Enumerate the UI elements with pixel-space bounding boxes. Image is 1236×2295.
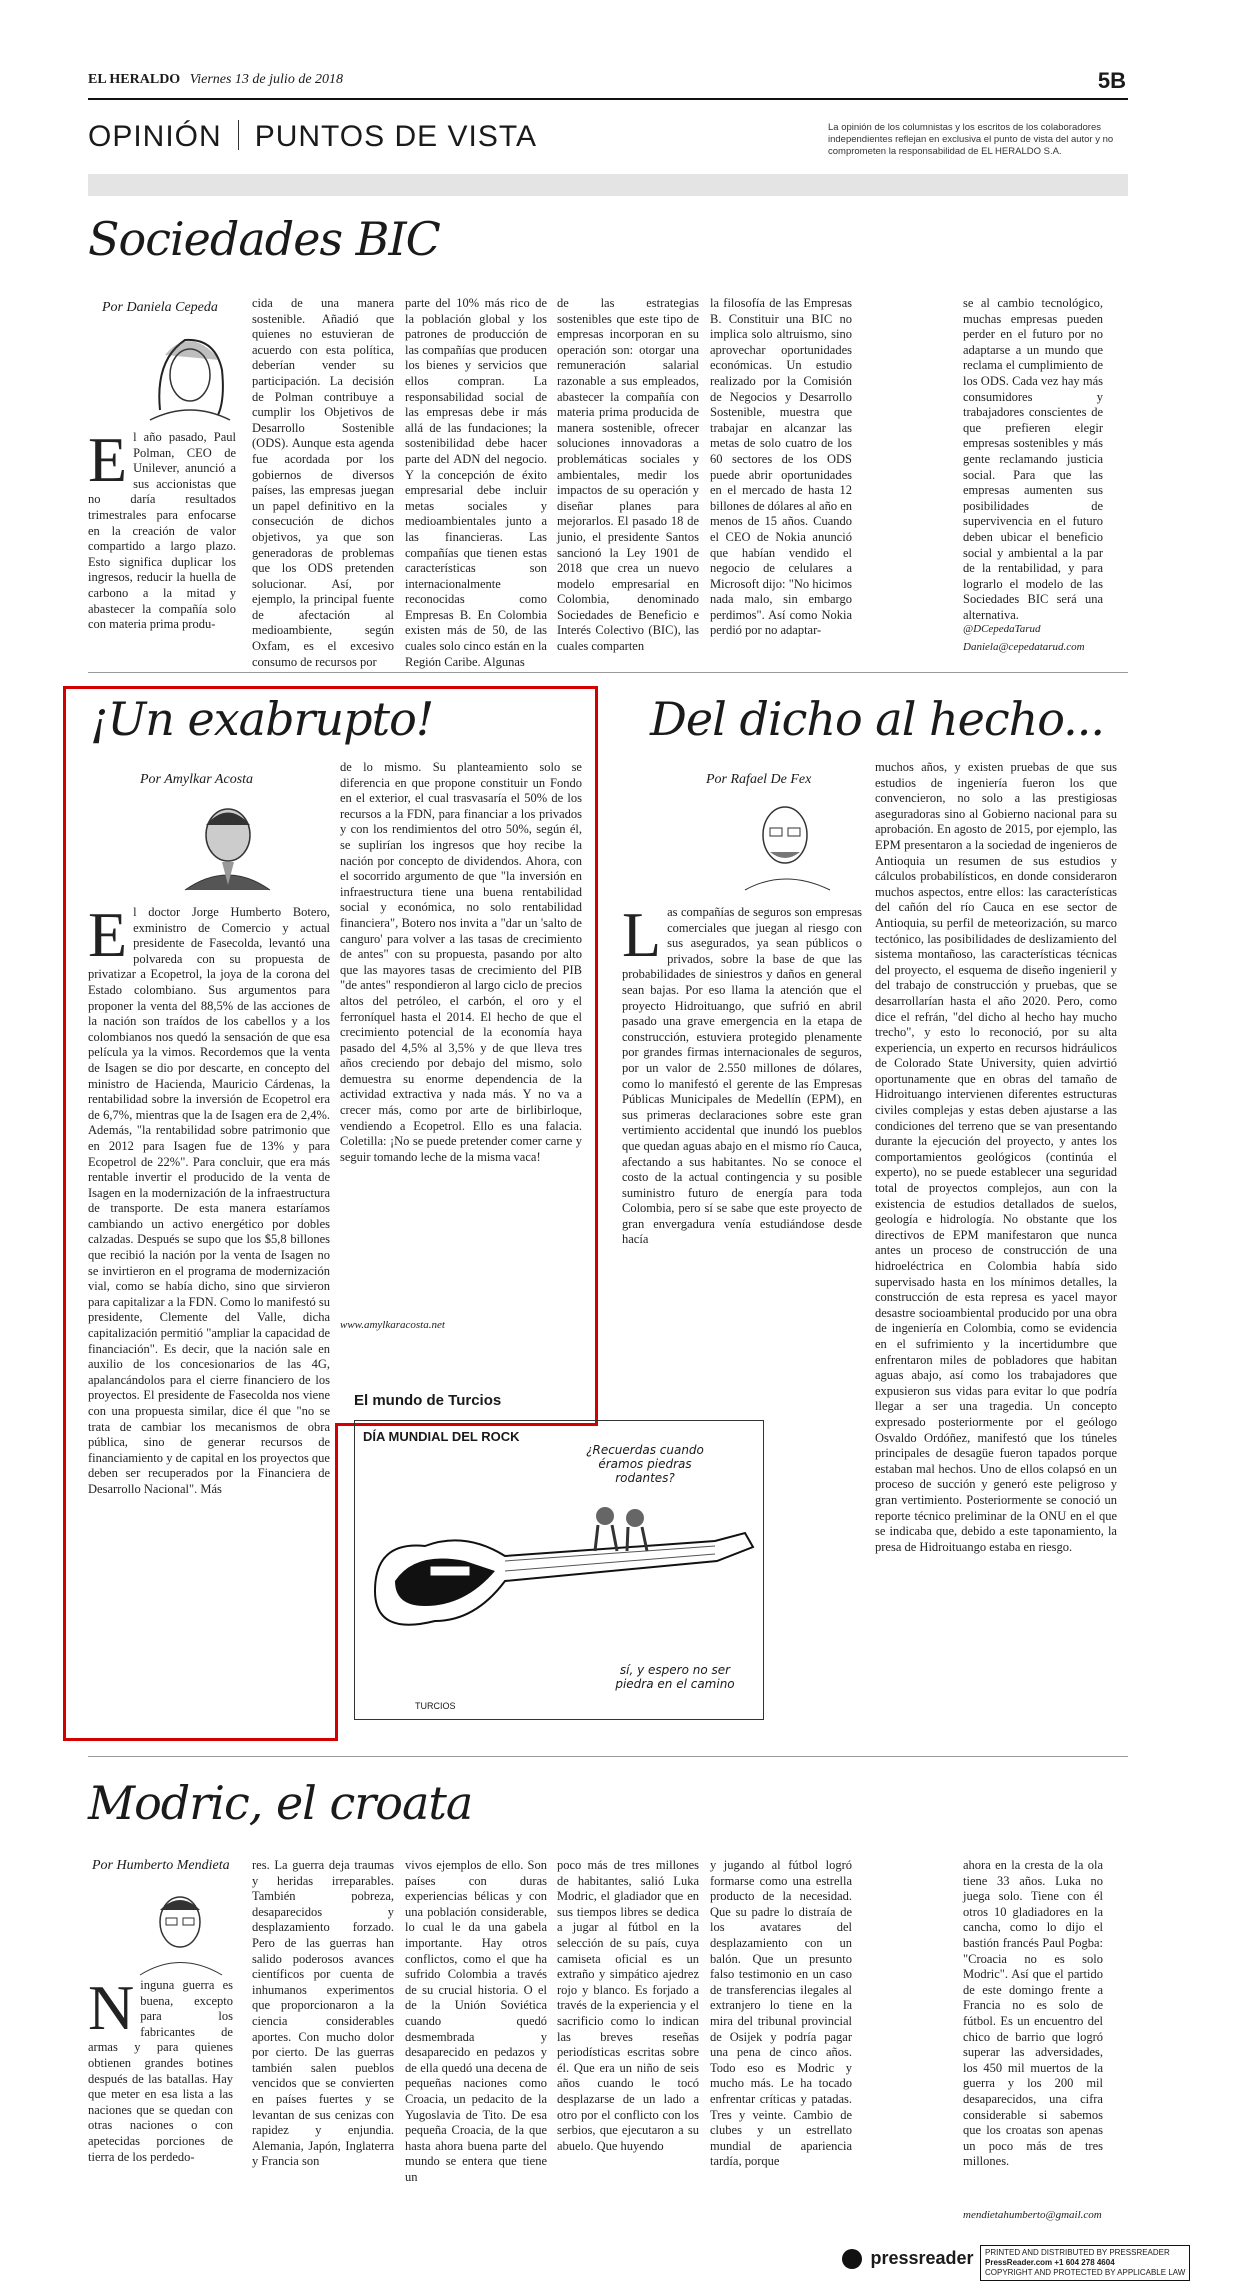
article1-col4: de las estrategias sostenibles que este tipo de empresas incorporan en su operación son: otorgar una remuneración salarial razonable a sus empleados, abastecer la compañía con materia prima producida de manera sostenible, ofrecer soluciones innovadoras a problemáticas sociales y ambientales, medir los impactos de su operación y diseñar planes para mejorarlos. El pasado 18 de junio, el presidente Santos sancionó la Ley 1901 de 2018 que crea un nuevo modelo empresarial en Colombia, denominado Sociedades de Beneficio e Interés Colectivo (BIC), las cuales comparten <box>557 296 699 654</box>
notice-line2: PressReader.com +1 604 278 4604 <box>985 2258 1115 2267</box>
article1-col2: cida de una manera sostenible. Añadió que quienes no estuvieran de acuerdo con esta política, deberían vender su participación. La decisión de Polman contribuye a cumplir los Objetivos de Desarrollo Sostenible (ODS). Aunque esta agenda fue acordada por los gobiernos de diversos países, las empresas juegan un papel definitivo en la consecución de dichos objetivos, ya que son generadoras de problemas que los ODS pretenden solucionar. Así, por ejemplo, la principal fuente de afectación al medioambiente, según Oxfam, es el excesivo consumo de recursos por <box>252 296 394 669</box>
article3-col1 <box>622 899 862 1375</box>
dropcap-e: E <box>88 424 128 495</box>
article1-text-col1: l año pasado, Paul Polman, CEO de Unilever, anunció a sus accionistas que no daría resultados trimestrales para enfocarse en la creación de valor compartido a largo plazo. Esto significa duplicar los ingresos, reducir la huella de carbono a la mitad y abastecer la compañía solo con materia prima produ- <box>88 430 236 632</box>
headline-del-dicho: Del dicho al hecho... <box>650 692 1105 746</box>
article2-col2: de lo mismo. Su planteamiento solo se diferencia en que propone constituir un Fondo en el exterior, el cual trasvasaría el 50% de los recursos a la FDN, para financiar a los privados y con los rendimientos del otro 50%, según él, se suplirían los ingresos que hoy recibe la nación por concepto de dividendos. Ahora, con el socorrido argumento de que "la inversión en infraestructura tiene una buena rentabilidad social y económica, no solo rentabilidad financiera", Botero nos invita a "dar un 'salto de canguro' para volver a las tasas de crecimiento de antes" con su propuesta, pasando por alto que las mayores tasas de crecimiento del PIB "de antes" respondieron al largo ciclo de precios altos del petróleo, el carbón, el oro y el ferroníquel hasta el 2014. El hecho de que el crecimiento potencial de la economía haya pasado del 4,5% al 3,5% y de que lleva tres años creciendo por debajo del mismo, solo demuestra su enorme dependencia de la actividad extractiva y nada más. Y no va a crecer más, como por arte de birlibirloque, vendiendo a Ecopetrol. Ello es una falacia. Coletilla: ¡No se puede pretender comer carne y seguir tomando leche de la misma vaca! <box>340 760 582 1164</box>
speech-bubble-1: ¿Recuerdas cuando éramos piedras rodantes? <box>586 1443 704 1485</box>
author-portrait-acosta <box>170 790 280 890</box>
article4-col1 <box>88 1972 233 2223</box>
article4-col2: res. La guerra deja traumas y heridas irreparables. También pobreza, desaparecidos y desplazamiento forzado. Pero de las guerras han salido poderosos avances científicos por cuenta de inhumanos experimentos que proporcionaron a la ciencia considerables aportes. Con mucho dolor por cierto. De las guerras también salen pueblos vencidos que se convierten en países fuertes y se levantan de sus cenizas con rapidez y enjundia. Alemania, Japón, Inglaterra y Francia son <box>252 1858 394 2169</box>
byline-mendieta: Por Humberto Mendieta <box>92 1858 230 1873</box>
article4-col6: ahora en la cresta de la ola tiene 33 años. Luka no juega solo. Tiene con él otros 10 gladiadores en la cancha, como lo dijo el bastión francés Paul Pogba: "Croacia no es solo Modric". Así que el partido de este domingo frente a Francia no es solo de fútbol. Es un encuentro del chico de barrio que logró superar las adversidades, los 450 mil muertos de la guerra y los 200 mil desaparecidos, una cifra considerable si sabemos que los croatas son apenas un poco más de tres millones. <box>963 1858 1103 2169</box>
byline-cepeda: Por Daniela Cepeda <box>102 300 218 315</box>
article1-col1 <box>88 424 236 655</box>
article3-col2: muchos años, y existen pruebas de que sus estudios de ingeniería fueron los que convencieron, no solo a las prestigiosas aseguradoras sino al Gobierno nacional para su aprobación. En agosto de 2015, por ejemplo, las EPM presentaron a la sociedad de ingenieros de Antioquia un resumen de sus estudios y cálculos probabilísticos, en donde consideraron muchos aspectos, entre ellos: las características del cañón del río Cauca en ese sector de Antioquia, su perfil de meteorización, su marco tectónico, las posibilidades de deslizamiento del sistema montañoso, las características técnicas del proyecto, el esquema de diseño ingenieril y del trabajo de construcción y pruebas, que se desarrollarían hasta el año 2020. Pero, como dice el refrán, "del dicho al hecho hay mucho trecho", y esto lo reconoció, por su alta experiencia, un experto en recursos hidráulicos de Colorado State University, quien advirtió oportunamente que en obras del tamaño de Hidroituango intervienen diferentes estructuras civiles complejas y estas deben ajustarse a las condiciones del terreno que se van presentando durante la ejecución del proyecto, y antes los comportamientos geológicos (continúa el experto), no se puede establecer una seguridad total de proyectos complejos, aun con la existencia de estudios detallados de suelos, geología e hidrología. No obstante que los directivos de EPM manifestaron que nunca antes un proceso de construcción de una hidroeléctrica en Colombia había sido supervisado hasta en los mínimos detalles, la construcción de esta represa es yacel mayor desastre socioambiental producido por una obra de ingeniería en Colombia, como se evidencia en el sufrimiento y la incertidumbre que enfrentaron miles de pobladores que habitan aguas abajo, así como los trabajadores que expusieron sus vidas para evitar lo que podría llegar a ser una tragedia. Un concepto expresado posteriormente por el geólogo Osvaldo Ordóñez, manifestó que los túneles principales de desagüe fueron tapados porque estaban mal hechos. Uno de ellos colapsó en un proceso de succión y generó este peligroso y gran vertimiento. Posteriormente se conoció un reporte técnico preliminar de la ONU en el que se indicaba que, debido a este taponamiento, la presa de Hidroituango estaba en riesgo. <box>875 760 1117 1554</box>
article2-text-col1: l doctor Jorge Humberto Botero, exministro de Comercio y actual presidente de Fasecolda, levantó una polvareda con su propuesta de privatizar a Ecopetrol, la joya de la corona del Estado colombiano. Sus argumentos para proponer la venta del 88,5% de las acciones de la nación son traídos de los cabellos y a los colombianos nos quedó la sensación de que esa película ya la vimos. Recordemos que la venta de Isagen se dio por descarte, en concepto del ministro de Hacienda, Mauricio Cárdenas, la rentabilidad sobre la inversión de Ecopetrol era de 6,7%, mientras que la de Isagen era de 2,4%. Además, "la rentabilidad sobre patrimonio que en 2012 para Isagen fue de 13% y para Ecopetrol de 22%". Para concluir, que era más rentable invertir el producido de la venta de Isagen en la modernización de la infraestructura de transporte. De esta manera estaríamos cambiando un activo energético por dobles calzadas. Después se supo que los $5,8 billones que recibió la nación por la venta de Isagen no se invirtieron en el programa de modernización vial, como se había dicho, sino que sirvieron para capitalizar a la FDN. Como lo manifestó su presidente, Clemente del Valle, dicha capitalización permitió "ampliar la capacidad de financiación". Es decir, que la nación sale en auxilio de los concesionarios de las 4G, apalancándolos para el cierre financiero de los proyectos. El presidente de Fasecolda nos viene con una propuesta similar, dice él que "no se trata de cambiar los mecanismos de obra pública, sino de generar recursos de financiamiento y de capital en los proyectos que deben ser recuperados por la Financiera de Desarrollo Nacional". Más <box>88 905 330 1496</box>
headline-exabrupto: ¡Un exabrupto! <box>90 692 434 746</box>
paper-name: EL HERALDO <box>88 72 181 87</box>
cartoon-section-title: El mundo de Turcios <box>354 1392 502 1409</box>
pressreader-logo-icon <box>842 2249 862 2269</box>
article4-col5: y jugando al fútbol logró formarse como una estrella producto de la necesidad. Que su padre lo distraía de los avatares del desplazamiento con un balón. Que un presunto falso testimonio en un caso de transferencias ilegales al extranjero lo tiene en la mira del tribunal provincial de Osijek y podría pagar una pena de cinco años. Todo eso es Modric y mucho más. Le ha tocado enfrentar críticas y patadas. Tres y veinte. Cambio de clubes y un estrellato mundial de apariencia tardía, porque <box>710 1858 852 2169</box>
disclaimer: La opinión de los columnistas y los escritos de los colaboradores independientes reflejan en exclusiva el punto de vista del autor y no comprometen la responsabilidad de EL HERALDO S.A. <box>828 122 1114 157</box>
article4-col4: poco más de tres millones de habitantes, salió Luka Modric, el gladiador que en sus tiempos libres se dedica a jugar al fútbol en la selección de su país, cuya camiseta oficial es un extraño y simpático ajedrez rojo y blanco. Es forjado a través de la experiencia y el sacrificio como lo indican las breves reseñas periodísticas escritas sobre él. Que era un niño de seis años cuando le tocó desplazarse de un lado a otro por el conflicto con los serbios, que ejecutaron a su abuelo. Que huyendo <box>557 1858 699 2153</box>
top-rule <box>88 98 1128 100</box>
cartoon-title: DÍA MUNDIAL DEL ROCK <box>363 1429 520 1444</box>
article1-col5: la filosofía de las Empresas B. Constituir una BIC no implica solo altruismo, sino aprovechar oportunidades económicas. Un estudio realizado por la Comisión de Negocios y Desarrollo Sostenible, muestra que trabajar en alcanzar las metas de solo cuatro de los 60 sectores de los ODS puede abrir oportunidades en el mercado de hasta 12 billones de dólares al año en menos de 15 años. Cuando el CEO de Nokia anunció que habían vendido el negocio de celulares a Microsoft dijo: "No hicimos nada malo, sin embargo perdimos". Así como Nokia perdió por no adaptar- <box>710 296 852 638</box>
author-portrait-cepeda <box>130 320 240 420</box>
speech-bubble-2: sí, y espero no ser piedra en el camino <box>615 1663 735 1691</box>
issue-date: Viernes 13 de julio de 2018 <box>189 72 344 87</box>
headline-sociedades-bic: Sociedades BIC <box>88 212 440 266</box>
page-number: 5B <box>1097 68 1126 93</box>
pressreader-brand: pressreader <box>870 2248 974 2268</box>
dropcap-e2: E <box>88 899 128 970</box>
email-cepeda: Daniela@cepedatarud.com <box>963 641 1085 653</box>
article2-col1 <box>88 899 330 1735</box>
masthead <box>88 72 343 88</box>
article1-col3: parte del 10% más rico de la población global y los patrones de producción de las compañías que producen los bienes y servicios que ellos compran. La responsabilidad social de las empresas debe ir más allá de las fundaciones; la sostenibilidad debe hacer parte del ADN del negocio. Y la concepción de éxito empresarial debe incluir metas sociales y medioambientales junto a las financieras. Las compañías que tienen estas características son internacionalmente reconocidas como Empresas B. En Colombia existen más de 50, de las cuales solo cinco están en la Región Caribe. Algunas <box>405 296 547 669</box>
cartoon-panel <box>354 1420 764 1720</box>
dropcap-n: N <box>88 1972 135 2043</box>
divider-1 <box>88 672 1128 673</box>
twitter-handle: @DCepedaTarud <box>963 623 1041 635</box>
author-portrait-de-fex <box>730 790 840 890</box>
article3-text-col1: as compañías de seguros son empresas comerciales que juegan al riesgo con sus asegurados, ya sean públicos o privados, sobre la base de que las probabilidades de siniestros y daños en general sean bajas. Por eso llama la atención que el proyecto Hidroituango, que sufrió en abril pasado una grave emergencia en la etapa de construcción, estuviera protegido plenamente por grandes firmas internacionales de seguros, por un valor de 2.550 millones de dólares, como lo manifestó el gerente de las Empresas Públicas Municipales de Medellín (EPM), en sus primeras declaraciones sobre este gran vertimiento accidental que inundó los pueblos que quedan aguas abajo en el mismo río Cauca, afectando a sus habitantes. No se conoce el costo de la actual contingencia y su posible suministro futuro de energía para toda Colombia, pero sí se sabe que este proyecto de gran envergadura venía estudiándose desde hacía <box>622 905 862 1247</box>
article4-text-col1: inguna guerra es buena, excepto para los fabricantes de armas y para quienes obtienen grandes botines después de las batallas. Hay que meter en esa lista a las naciones que se quedan con otras naciones o con apetecidas porciones de tierra de los perdedo- <box>88 1978 233 2164</box>
section-header <box>88 120 537 154</box>
pressreader-footer <box>842 2248 974 2269</box>
acosta-website: www.amylkaracosta.net <box>340 1319 445 1331</box>
article1-col6: se al cambio tecnológico, muchas empresas pueden perder en el futuro por no adaptarse a un mundo que reclama el cumplimiento de los ODS. Cada vez hay más consumidores y trabajadores conscientes de que prefieren elegir empresas sostenibles y más gente reclamando justicia social. Para que las empresas aumenten sus posibilidades de supervivencia en el futuro deben ubicar el beneficio social y ambiental a la par de la rentabilidad, y para lograrlo el modelo de las Sociedades BIC será una alternativa. <box>963 296 1103 622</box>
notice-line3: COPYRIGHT AND PROTECTED BY APPLICABLE LAW <box>985 2268 1186 2277</box>
divider-2 <box>88 1756 1128 1757</box>
author-portrait-mendieta <box>130 1880 230 1975</box>
section-band <box>88 174 1128 196</box>
notice-line1: PRINTED AND DISTRIBUTED BY PRESSREADER <box>985 2248 1170 2257</box>
dropcap-l: L <box>622 899 662 970</box>
section-sub: PUNTOS DE VISTA <box>254 120 537 153</box>
article4-col3: vivos ejemplos de ello. Son países con duras experiencias bélicas y con una población considerable, lo cual le da una gabela importante. Hay otros conflictos, como el que ha sufrido Colombia a través de su crucial historia. O el de la Unión Soviética cuando quedó desmembrada y desaparecido en pedazos y de ella quedó una decena de pequeñas naciones como Croacia, un pedacito de la Yugoslavia de Tito. De esa pequeña Croacia, de la que hasta ahora buena parte del mundo se entera que tiene un <box>405 1858 547 2184</box>
headline-modric: Modric, el croata <box>88 1776 473 1830</box>
byline-de-fex: Por Rafael De Fex <box>706 772 812 787</box>
cartoonist-signature: TURCIOS <box>415 1701 456 1711</box>
email-mendieta: mendietahumberto@gmail.com <box>963 2209 1102 2221</box>
section-name: OPINIÓN <box>88 120 222 153</box>
pressreader-notice <box>980 2245 1190 2281</box>
byline-acosta: Por Amylkar Acosta <box>140 772 254 787</box>
